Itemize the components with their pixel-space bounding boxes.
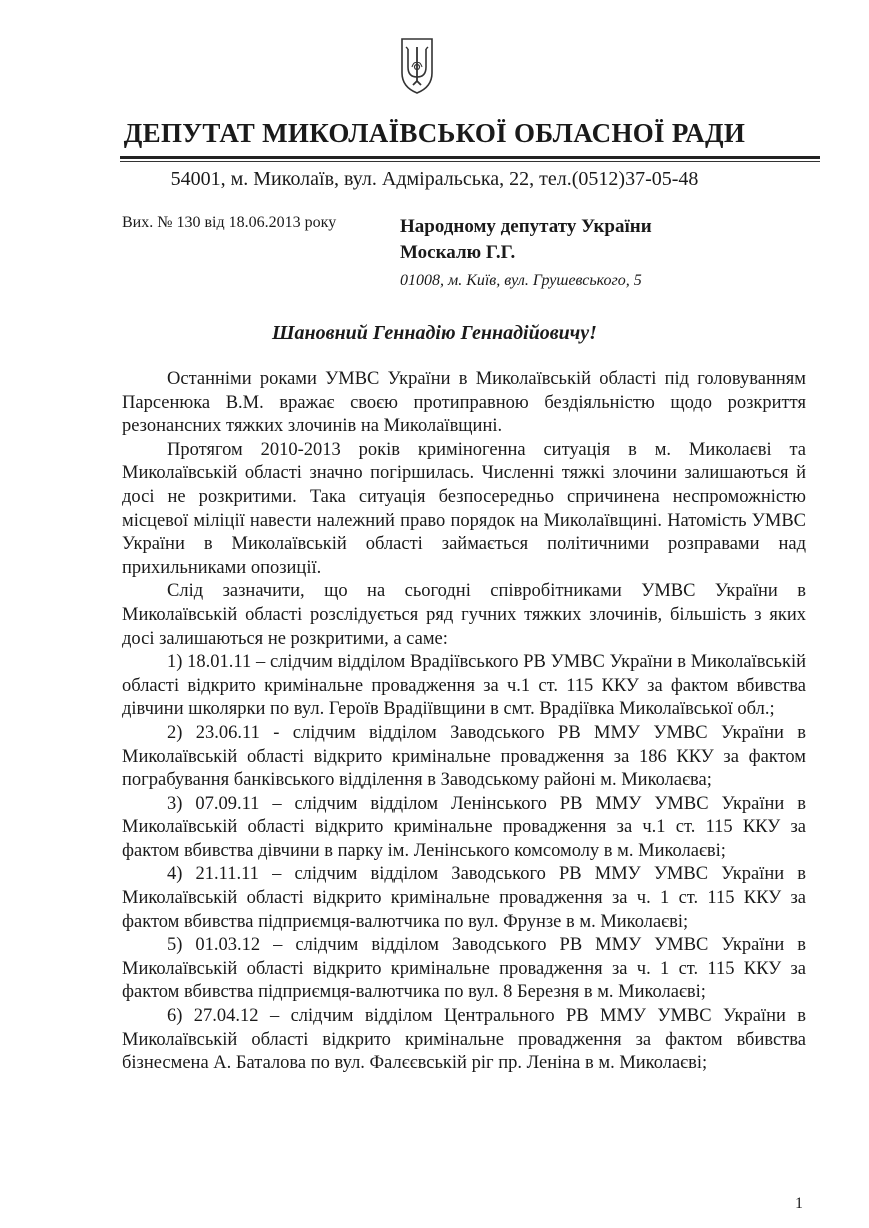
crime-list-item-5: 5) 01.03.12 – слідчим відділом Заводського РВ ММУ УМВС України в Миколаївській області відкрито кримінальне провадження за ч. 1 ст. 115 ККУ за фактом вбивства підприємця-валютчика по вул. 8 Березня в м. Миколаєві; bbox=[122, 935, 806, 1003]
header-divider-thin bbox=[120, 161, 820, 162]
header-divider-thick bbox=[120, 156, 820, 159]
paragraph-intro: Останніми роками УМВС України в Миколаївській області під головуванням Парсенюка В.М. вражає своєю протиправною бездіяльністю щодо розкриття резонансних тяжких злочинів на Миколаївщині. bbox=[122, 369, 806, 437]
paragraph-list-intro: Слід зазначити, що на сьогодні співробітниками УМВС України в Миколаївській області розслідується ряд гучних тяжких злочинів, більшість з яких досі залишаються не розкритими, а саме: bbox=[122, 581, 806, 649]
sender-address: 54001, м. Миколаїв, вул. Адміральська, 22, тел.(0512)37-05-48 bbox=[170, 168, 699, 190]
page-title: ДЕПУТАТ МИКОЛАЇВСЬКОЇ ОБЛАСНОЇ РАДИ bbox=[123, 118, 746, 148]
paragraph-situation: Протягом 2010-2013 років криміногенна ситуація в м. Миколаєві та Миколаївській області значно погіршилась. Численні тяжкі злочини залишаються й досі не розкритими. Така ситуація безпосередньо спричинена неспроможністю місцевої міліції навести належний право порядок на Миколаївщині. Натомість УМВС України в Миколаївській області займається політичними розправами над прихильниками опозиції. bbox=[122, 439, 806, 578]
crime-list-item-4: 4) 21.11.11 – слідчим відділом Заводського РВ ММУ УМВС України в Миколаївській області відкрито кримінальне провадження за ч. 1 ст. 115 ККУ за фактом вбивства підприємця-валютчика по вул. Фрунзе в м. Миколаєві; bbox=[122, 864, 806, 932]
recipient-address: 01008, м. Київ, вул. Грушевського, 5 bbox=[400, 272, 642, 289]
salutation: Шановний Геннадію Геннадійовичу! bbox=[272, 322, 597, 344]
page-number: 1 bbox=[795, 1195, 803, 1212]
crime-list-item-1: 1) 18.01.11 – слідчим відділом Врадіївського РВ УМВС України в Миколаївській області відкрито кримінальне провадження за ч.1 ст. 115 ККУ за фактом вбивства дівчини школярки по вул. Героїв Врадіївщини в смт. Врадіївка Миколаївської обл.; bbox=[122, 652, 806, 720]
crime-list-item-3: 3) 07.09.11 – слідчим відділом Ленінського РВ ММУ УМВС України в Миколаївській області відкрито кримінальне провадження за ч.1 ст. 115 ККУ за фактом вбивства дівчини в парку ім. Ленінського комсомолу в м. Миколаєві; bbox=[122, 793, 806, 861]
recipient-block bbox=[400, 214, 652, 294]
trident-coat-of-arms-icon bbox=[400, 37, 434, 95]
recipient-name: Москалю Г.Г. bbox=[400, 242, 516, 263]
crime-list-item-6: 6) 27.04.12 – слідчим відділом Центрального РВ ММУ УМВС України в Миколаївській області відкрито кримінальне провадження за фактом вбивства бізнесмена А. Баталова по вул. Фалєєвській ріг пр. Леніна в м. Миколаєві; bbox=[122, 1006, 806, 1074]
recipient-title: Народному депутату України bbox=[400, 216, 652, 237]
crime-list-item-2: 2) 23.06.11 - слідчим відділом Заводського РВ ММУ УМВС України в Миколаївській області відкрито кримінальне провадження за 186 ККУ за фактом пограбування банківського відділення в Заводському районі м. Миколаєва; bbox=[122, 722, 806, 791]
letter-body bbox=[122, 368, 806, 1076]
outgoing-reference: Вих. № 130 від 18.06.2013 року bbox=[122, 214, 337, 231]
